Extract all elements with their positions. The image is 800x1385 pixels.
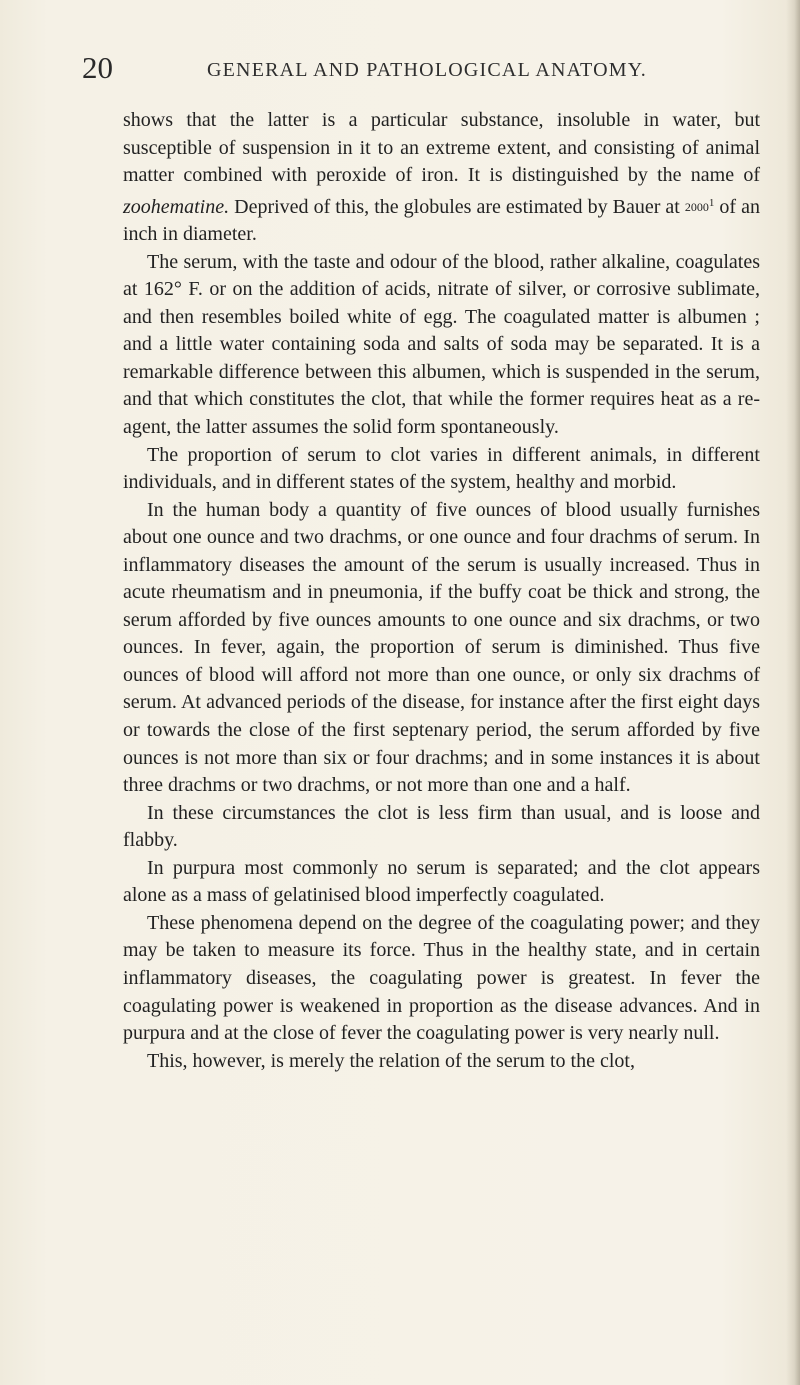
paragraph-5: In these circumstances the clot is less firm than usual, and is loose and flabby.: [123, 801, 760, 852]
fraction-denominator: 2000: [684, 199, 709, 214]
paragraph-1-text-b: Deprived of this, the globules are estimated by Bauer at: [229, 195, 685, 218]
paragraph-1: [123, 107, 760, 249]
page-number: 20: [82, 50, 113, 85]
paragraph-6: In purpura most commonly no serum is separated; and the clot appears alone as a mass of gelatinised blood imperfectly coagulated.: [123, 856, 760, 907]
page-edge-shadow: [786, 0, 800, 1385]
paragraph-4: In the human body a quantity of five ounces of blood usually furnishes about one ounce and two drachms, or one ounce and four drachms of serum. In inflammatory diseases the amount of the serum is usually increased. Thus in acute rheumatism and in pneumonia, if the buffy coat be thick and strong, the serum afforded by five ounces amounts to one ounce and six drachms, or two ounces. In fever, again, the proportion of serum is diminished. Thus five ounces of blood will afford not more than one ounce, or only six drachms of serum. At advanced periods of the disease, for instance after the first eight days or towards the close of the first septenary period, the serum afforded by five ounces is not more than six or four drachms; and in some instances it is about three drachms or two drachms, or not more than one and a half.: [123, 498, 760, 797]
fraction: [684, 196, 715, 214]
paragraph-1-text-c: of an inch in diameter.: [123, 195, 760, 246]
paragraph-2: The serum, with the taste and odour of the blood, rather alkaline, coagulates at 162° F. or on the addition of acids, nitrate of silver, or corrosive sublimate, and then resembles boiled white of egg. The coagulated matter is albumen ; and a little water containing soda and salts of soda may be separated. It is a remarkable difference between this albumen, which is suspended in the serum, and that which constitutes the clot, that while the former requires heat as a re-agent, the latter assumes the solid form spontaneously.: [123, 250, 760, 439]
fraction-numerator: 1: [708, 196, 715, 209]
running-head: GENERAL AND PATHOLOGICAL ANATOMY.: [207, 59, 648, 81]
body-text: [123, 107, 760, 1075]
italic-term: zoohematine.: [123, 195, 230, 218]
page-header: [82, 50, 722, 86]
paragraph-1-text-a: shows that the latter is a particular substance, insoluble in water, but susceptible of suspension in it to an extreme extent, and consisting of animal matter combined with peroxide of iron. It is distinguished by the name of: [123, 109, 760, 187]
paragraph-8: This, however, is merely the relation of the serum to the clot,: [147, 1049, 635, 1072]
paragraph-3: The proportion of serum to clot varies in different animals, in different individuals, and in different states of the system, healthy and morbid.: [123, 443, 760, 494]
paragraph-7: These phenomena depend on the degree of the coagulating power; and they may be taken to measure its force. Thus in the healthy state, and in certain inflammatory diseases, the coagulating power is greatest. In fever the coagulating power is weakened in proportion as the disease advances. And in purpura and at the close of fever the coagulating power is very nearly null.: [123, 911, 760, 1045]
